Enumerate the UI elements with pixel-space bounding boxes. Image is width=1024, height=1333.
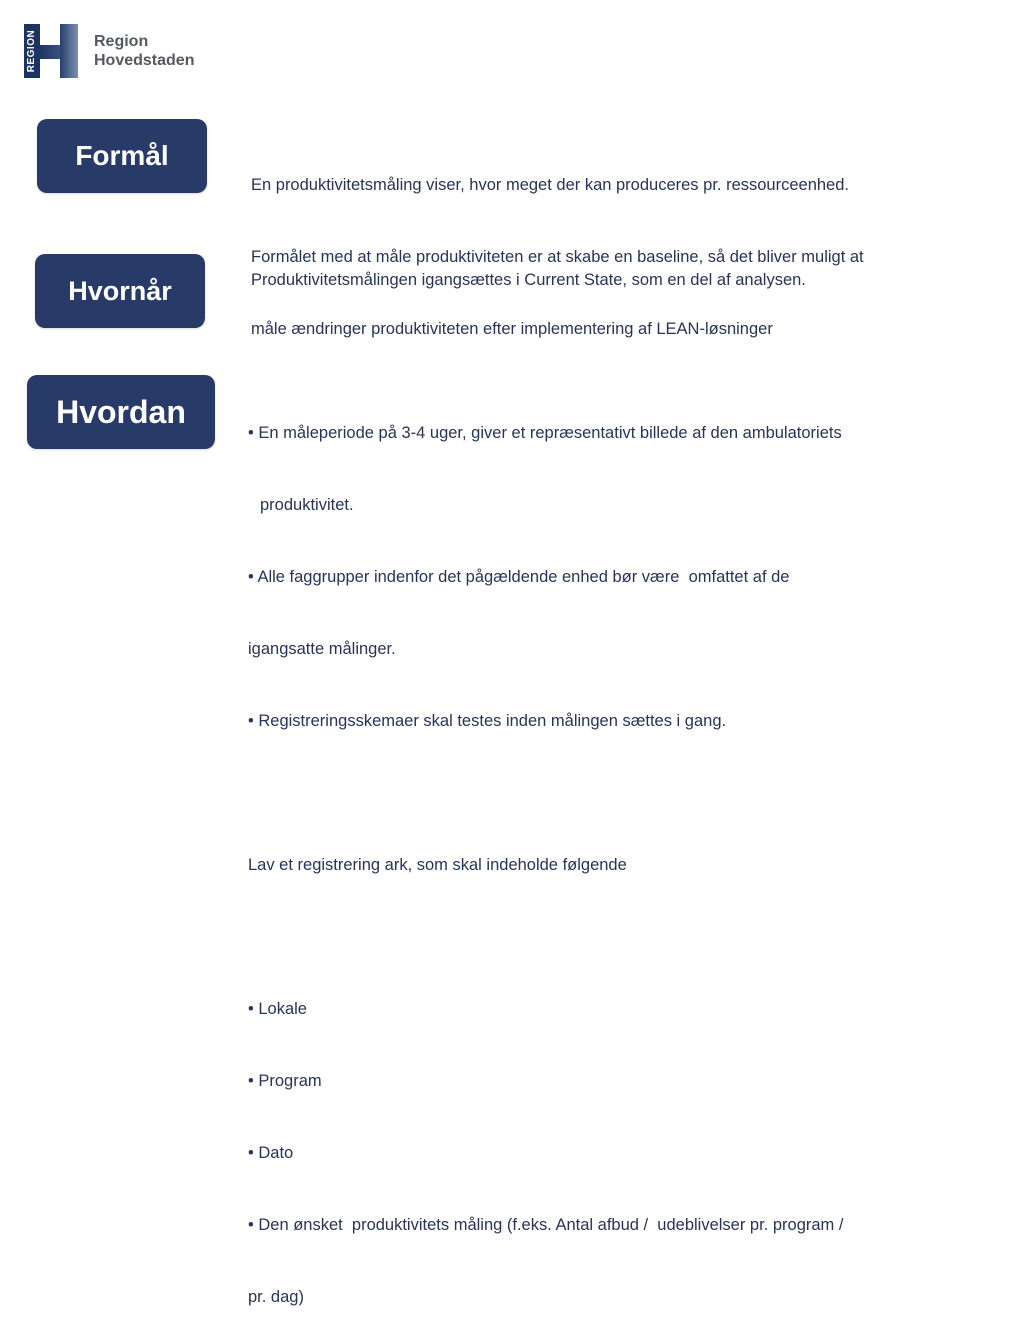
formal-line: måle ændringer produktiviteten efter implementering af LEAN-løsninger bbox=[251, 320, 773, 338]
logo-h-mark-icon bbox=[24, 24, 78, 78]
hvordan-label-box: Hvordan bbox=[27, 375, 215, 449]
list-item-program: • Program bbox=[248, 1072, 322, 1090]
list-item-lokale: • Lokale bbox=[248, 1000, 307, 1018]
formal-text bbox=[251, 125, 1011, 365]
logo-line-2: Hovedstaden bbox=[94, 52, 195, 69]
hvordan-text bbox=[248, 373, 988, 1333]
registration-intro: Lav et registrering ark, som skal indeholde følgende bbox=[248, 856, 627, 874]
list-item-maling-continuation: pr. dag) bbox=[248, 1288, 304, 1306]
list-item-dato: • Dato bbox=[248, 1144, 294, 1162]
hvordan-bullet-continuation: igangsatte målinger. bbox=[248, 640, 396, 658]
logo-h-crossbar bbox=[40, 45, 60, 59]
hvornar-label-box: Hvornår bbox=[35, 254, 205, 328]
formal-line: En produktivitetsmåling viser, hvor meget der kan produceres pr. ressourceenhed. bbox=[251, 176, 849, 194]
hvordan-bullet-continuation: produktivitet. bbox=[260, 496, 354, 514]
logo-line-1: Region bbox=[94, 33, 149, 50]
hvordan-bullet: • Registreringsskemaer skal testes inden målingen sættes i gang. bbox=[248, 712, 727, 730]
formal-label-box: Formål bbox=[37, 119, 207, 193]
blank-line bbox=[248, 925, 988, 949]
formal-line: Formålet med at måle produktiviteten er at skabe en baseline, så det bliver muligt at bbox=[251, 248, 864, 266]
blank-line bbox=[248, 781, 988, 805]
logo-mark-text: REGION bbox=[26, 29, 37, 73]
hvordan-bullet: • Alle faggrupper indenfor det pågældende enhed bør være omfattet af de bbox=[248, 568, 790, 586]
logo-h-right-bar bbox=[60, 24, 78, 78]
hvornar-text: Produktivitetsmålingen igangsættes i Current State, som en del af analysen. bbox=[251, 271, 806, 289]
logo-wordmark bbox=[94, 32, 194, 70]
list-item-maling: • Den ønsket produktivitets måling (f.eks. Antal afbud / udeblivelser pr. program / bbox=[248, 1216, 844, 1234]
hvordan-bullet: • En måleperiode på 3-4 uger, giver et repræsentativt billede af den ambulatoriets bbox=[248, 424, 842, 442]
region-hovedstaden-logo bbox=[24, 24, 204, 80]
